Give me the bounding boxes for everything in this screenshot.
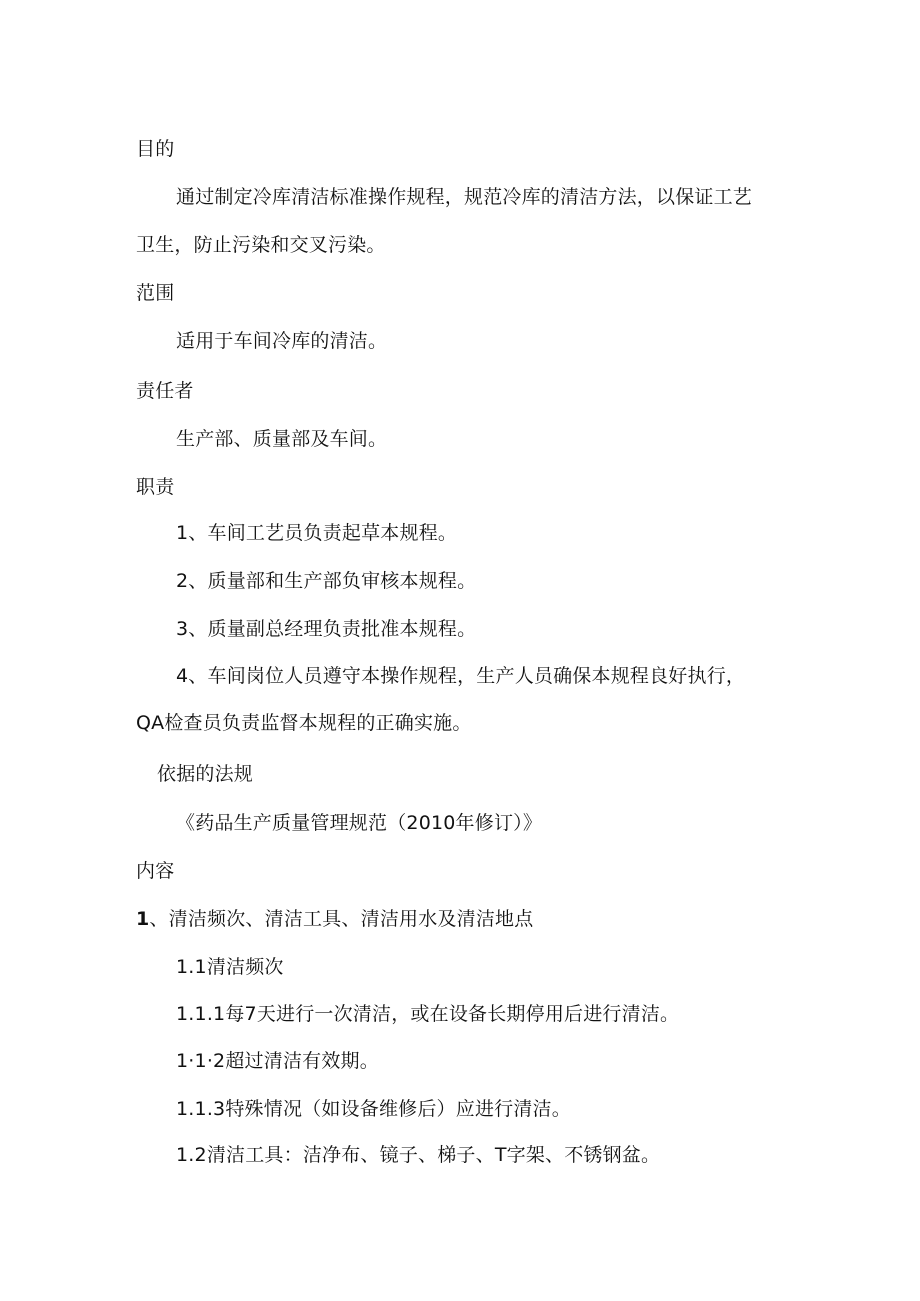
content-heading: 内容 — [136, 860, 175, 882]
subsection-1-1-3: 1.1.3特殊情况（如设备维修后）应进行清洁。 — [176, 1098, 571, 1120]
regulations-heading: 依据的法规 — [157, 763, 254, 785]
responsible-heading: 责任者 — [136, 380, 194, 402]
purpose-text-line1: 通过制定冷库清洁标准操作规程，规范冷库的清洁方法，以保证工艺 — [176, 186, 753, 208]
responsible-text: 生产部、质量部及车间。 — [176, 428, 388, 450]
duties-heading: 职责 — [136, 476, 175, 498]
duty-item-3: 3、质量副总经理负责批准本规程。 — [176, 618, 477, 640]
scope-heading: 范围 — [136, 282, 175, 304]
duty-item-1: 1、车间工艺员负责起草本规程。 — [176, 522, 458, 544]
purpose-text-line2: 卫生，防止污染和交叉污染。 — [136, 234, 386, 256]
purpose-heading: 目的 — [136, 138, 175, 160]
subsection-1-1: 1.1清洁频次 — [176, 956, 284, 978]
duty-item-4: 4、车间岗位人员遵守本操作规程，生产人员确保本规程良好执行， — [176, 665, 746, 687]
section-1-title — [136, 906, 533, 932]
subsection-1-1-2: 1·1·2超过清洁有效期。 — [176, 1050, 379, 1072]
scope-text: 适用于车间冷库的清洁。 — [176, 330, 388, 352]
subsection-1-2: 1.2清洁工具：洁净布、镜子、梯子、T字架、不锈钢盆。 — [176, 1144, 661, 1166]
subsection-1-1-1: 1.1.1每7天进行一次清洁，或在设备长期停用后进行清洁。 — [176, 1003, 680, 1025]
duty-item-2: 2、质量部和生产部负审核本规程。 — [176, 570, 477, 592]
section-1-number: 1 — [136, 908, 150, 930]
regulations-text: 《药品生产质量管理规范（2010年修订）》 — [176, 812, 543, 834]
duty-item-4-continuation: QA检查员负责监督本规程的正确实施。 — [136, 712, 472, 734]
section-1-text: 、清洁频次、清洁工具、清洁用水及清洁地点 — [149, 908, 534, 930]
